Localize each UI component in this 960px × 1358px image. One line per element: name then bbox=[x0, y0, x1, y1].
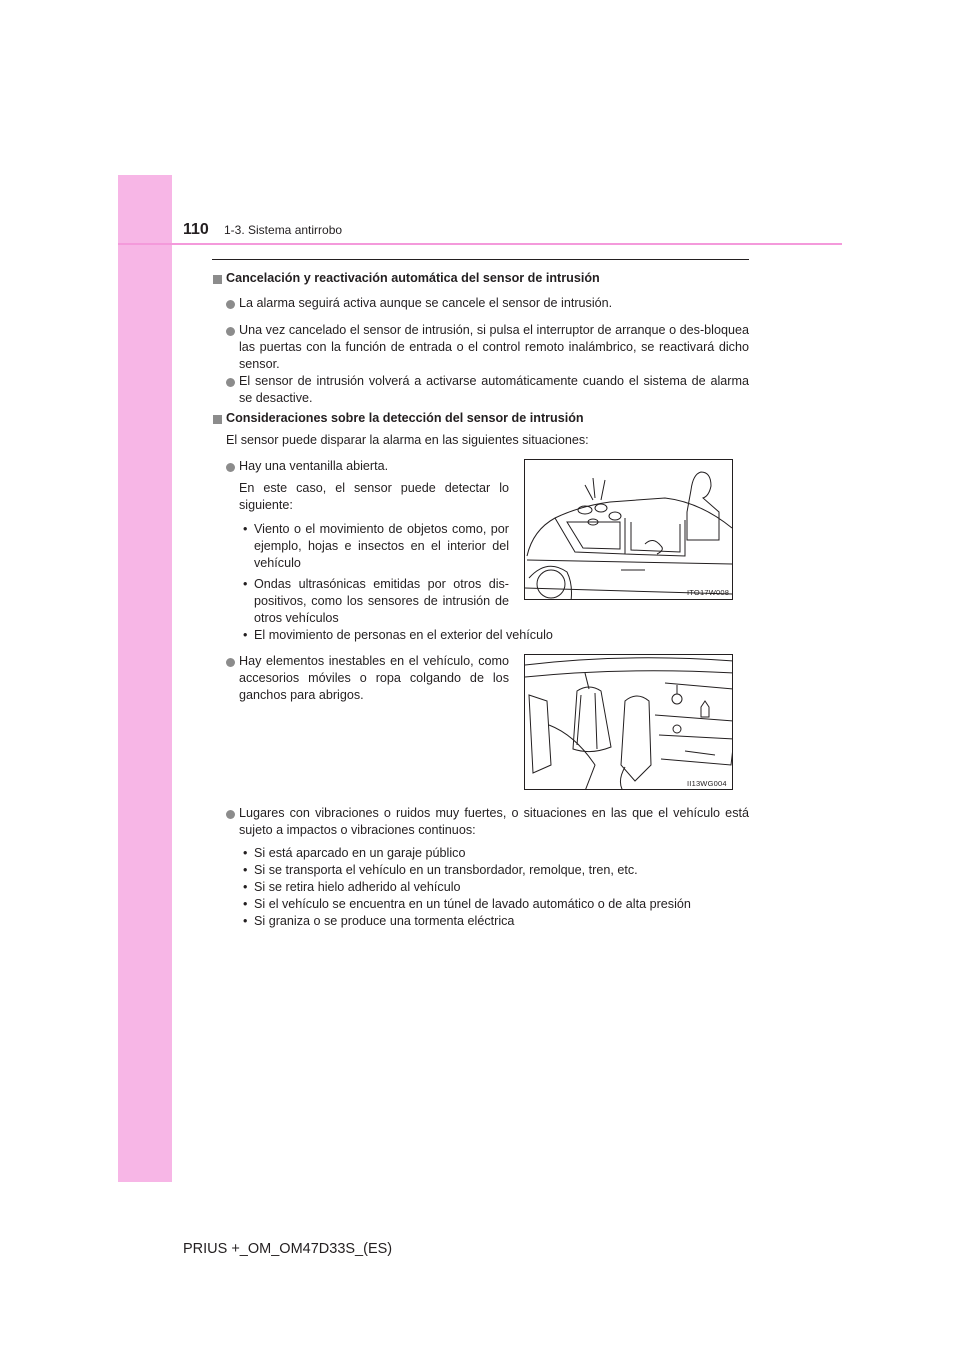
list-bullet: • bbox=[243, 880, 248, 894]
side-tab bbox=[118, 175, 172, 1182]
section-title: 1-3. Sistema antirrobo bbox=[224, 223, 343, 237]
list-bullet: • bbox=[243, 577, 248, 591]
paragraph: Lugares con vibraciones o ruidos muy fuertes, o situaciones en las que el vehículo está sujeto a impactos o vibraciones continuos: bbox=[239, 806, 749, 837]
paragraph: Hay elementos inestables en el vehículo, como accesorios móviles o ropa colgando de los ganchos para abrigos. bbox=[239, 654, 509, 702]
list-bullet: • bbox=[243, 863, 248, 877]
list-item: Si está aparcado en un garaje público bbox=[254, 846, 466, 860]
list-bullet: • bbox=[243, 846, 248, 860]
list-item-title: Hay una ventanilla abierta. bbox=[239, 459, 389, 473]
paragraph: La alarma seguirá activa aunque se cancele el sensor de intrusión. bbox=[239, 296, 613, 310]
list-bullet: • bbox=[243, 522, 248, 536]
section-heading: Consideraciones sobre la detección del sensor de intrusión bbox=[226, 411, 584, 425]
paragraph: Una vez cancelado el sensor de intrusión, si pulsa el interruptor de arranque o des-bloquea las puertas con la función de entrada o el control remoto inalámbrico, se reactivará dicho sensor. bbox=[239, 323, 749, 371]
list-bullet: • bbox=[243, 914, 248, 928]
list-bullet: • bbox=[243, 897, 248, 911]
list-bullet: • bbox=[243, 628, 248, 642]
list-item: Si se transporta el vehículo en un transbordador, remolque, tren, etc. bbox=[254, 863, 638, 877]
round-bullet-icon bbox=[226, 378, 235, 387]
list-item: Viento o el movimiento de objetos como, por ejemplo, hojas e insectos en el interior del vehículo bbox=[254, 522, 509, 570]
figure-code: II13WG004 bbox=[687, 779, 727, 788]
round-bullet-icon bbox=[226, 327, 235, 336]
round-bullet-icon bbox=[226, 463, 235, 472]
list-item: Ondas ultrasónicas emitidas por otros dis-positivos, como los sensores de intrusión de otros vehículos bbox=[254, 577, 509, 625]
intro-text: El sensor puede disparar la alarma en las siguientes situaciones: bbox=[226, 433, 589, 447]
page-number: 110 bbox=[183, 221, 209, 238]
round-bullet-icon bbox=[226, 300, 235, 309]
header-divider bbox=[118, 243, 842, 245]
open-window-illustration bbox=[524, 459, 733, 600]
list-item: Si graniza o se produce una tormenta eléctrica bbox=[254, 914, 515, 928]
square-bullet-icon bbox=[213, 275, 222, 284]
paragraph: En este caso, el sensor puede detectar lo siguiente: bbox=[239, 481, 509, 512]
car-exterior-drawing bbox=[525, 460, 733, 600]
square-bullet-icon bbox=[213, 415, 222, 424]
document-code: PRIUS +_OM_OM47D33S_(ES) bbox=[183, 1241, 393, 1257]
list-item: Si el vehículo se encuentra en un túnel de lavado automático o de alta presión bbox=[254, 897, 691, 911]
content-divider bbox=[212, 259, 749, 260]
list-item: Si se retira hielo adherido al vehículo bbox=[254, 880, 461, 894]
section-heading: Cancelación y reactivación automática del sensor de intrusión bbox=[226, 271, 600, 285]
car-interior-drawing bbox=[525, 655, 733, 790]
paragraph: El sensor de intrusión volverá a activarse automáticamente cuando el sistema de alarma se desactive. bbox=[239, 374, 749, 405]
list-item: El movimiento de personas en el exterior del vehículo bbox=[254, 628, 553, 642]
round-bullet-icon bbox=[226, 810, 235, 819]
figure-code: ITO17W008 bbox=[687, 588, 730, 597]
round-bullet-icon bbox=[226, 658, 235, 667]
hanging-clothes-illustration bbox=[524, 654, 733, 790]
